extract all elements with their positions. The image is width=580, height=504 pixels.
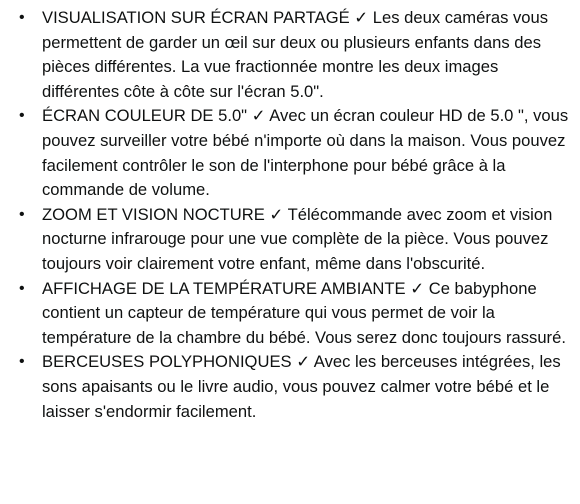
feature-bullet-split-screen	[0, 6, 580, 104]
bullet-dot-icon: •	[19, 9, 25, 26]
feature-text: ÉCRAN COULEUR DE 5.0" ✓ Avec un écran couleur HD de 5.0 ", vous pouvez surveiller votre bébé n'importe où dans la maison. Vous pouvez facilement contrôler le son de l'interphone pour bébé grâce à la commande de volume.	[42, 106, 569, 200]
feature-bullet-color-screen	[0, 104, 580, 202]
feature-text: ZOOM ET VISION NOCTURE ✓ Télécommande avec zoom et vision nocturne infrarouge pour une vue complète de la pièce. Vous pouvez toujours voir clairement votre enfant, même dans l'obscurité.	[42, 204, 553, 273]
feature-text: VISUALISATION SUR ÉCRAN PARTAGÉ ✓ Les deux caméras vous permettent de garder un œil sur deux ou plusieurs enfants dans des pièces différentes. La vue fractionnée montre les deux images différentes côte à côte sur l'écran 5.0".	[42, 8, 549, 101]
feature-bullet-zoom-night-vision	[0, 203, 580, 277]
feature-text: BERCEUSES POLYPHONIQUES ✓ Avec les berceuses intégrées, les sons apaisants ou le livre audio, vous pouvez calmer votre bébé et le laisser s'endormir facilement.	[42, 352, 561, 421]
feature-bullet-temperature	[0, 277, 580, 351]
bullet-dot-icon: •	[19, 107, 25, 125]
bullet-dot-icon: •	[19, 353, 25, 371]
bullet-dot-icon: •	[19, 279, 25, 297]
bullet-dot-icon: •	[19, 205, 25, 223]
feature-text: AFFICHAGE DE LA TEMPÉRATURE AMBIANTE ✓ Ce babyphone contient un capteur de température qui vous permet de voir la température de la chambre du bébé. Vous serez donc toujours rassuré.	[42, 278, 566, 347]
feature-bullet-lullabies	[0, 350, 580, 424]
